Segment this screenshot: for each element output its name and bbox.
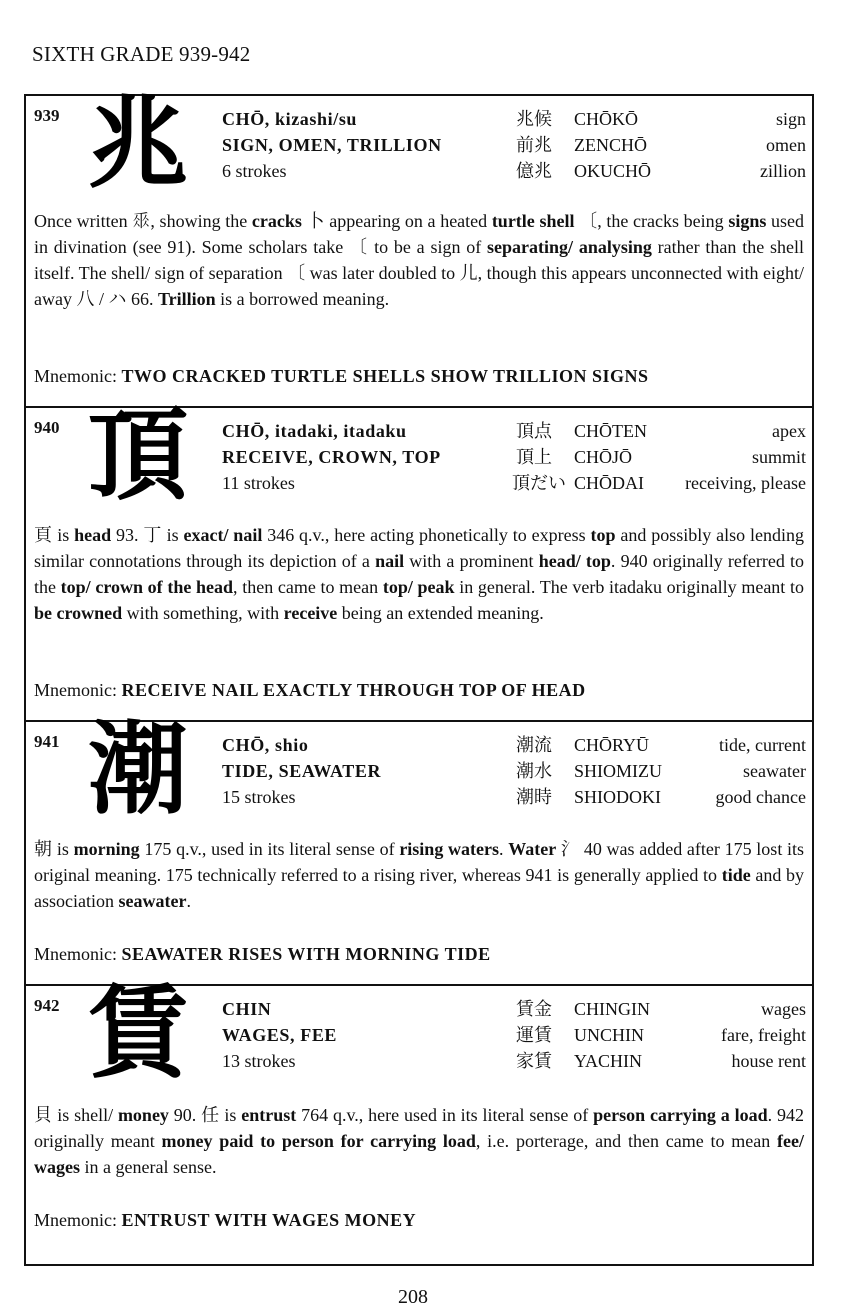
entry-number: 941 bbox=[34, 732, 60, 751]
compound-kanji: 頂上 bbox=[516, 447, 552, 467]
entry-meaning: SIGN, OMEN, TRILLION bbox=[222, 135, 442, 155]
mnemonic-text: ENTRUST WITH WAGES MONEY bbox=[121, 1210, 417, 1230]
entry-number: 939 bbox=[34, 106, 60, 125]
compound-romaji: YACHIN bbox=[574, 1051, 643, 1071]
entry-reading: CHIN bbox=[222, 999, 272, 1019]
compound-list bbox=[512, 418, 806, 496]
compound-kanji: 潮時 bbox=[516, 787, 552, 807]
compound-meaning: seawater bbox=[743, 761, 806, 781]
compound-row bbox=[516, 784, 806, 810]
compound-list bbox=[516, 106, 806, 184]
compound-meaning: omen bbox=[766, 135, 806, 155]
compound-row bbox=[516, 996, 806, 1022]
compound-meaning: wages bbox=[761, 999, 806, 1019]
entry-kanji: 賃 bbox=[88, 975, 188, 1092]
mnemonic-text: TWO CRACKED TURTLE SHELLS SHOW TRILLION SIGNS bbox=[121, 366, 649, 386]
mnemonic-label: Mnemonic: bbox=[34, 680, 117, 700]
compound-romaji: SHIODOKI bbox=[574, 787, 661, 807]
entry-explanation: 貝 is shell/ money 90. 任 is entrust 764 q.v., here used in its literal sense of person carrying a load. 942 originally meant money paid to person for carrying load, i.e. porterage, and then came to mean fee/ wages in a general sense. bbox=[34, 1105, 805, 1177]
compound-kanji: 頂だい bbox=[512, 473, 566, 493]
compound-meaning: summit bbox=[751, 447, 806, 467]
compound-romaji: CHŌKŌ bbox=[574, 109, 639, 129]
mnemonic-text: RECEIVE NAIL EXACTLY THROUGH TOP OF HEAD bbox=[121, 680, 586, 700]
entry-number: 942 bbox=[34, 996, 60, 1015]
entry-reading: CHŌ, shio bbox=[222, 735, 309, 755]
mnemonic-text: SEAWATER RISES WITH MORNING TIDE bbox=[121, 944, 491, 964]
compound-meaning: receiving, please bbox=[685, 473, 806, 493]
entries-frame bbox=[24, 85, 814, 1266]
mnemonic bbox=[34, 680, 586, 701]
entry-explanation: 朝 is morning 175 q.v., used in its literal sense of rising waters. Water 氵 40 was added after 175 lost its original meaning. 175 technically referred to a rising river, whereas 941 is generally applied to tide and by association seawater. bbox=[34, 839, 805, 911]
entry-strokes: 15 strokes bbox=[222, 787, 296, 807]
compound-row bbox=[516, 444, 806, 470]
compound-meaning: fare, freight bbox=[721, 1025, 806, 1045]
page-header: SIXTH GRADE 939-942 bbox=[32, 42, 251, 66]
entry-readings bbox=[222, 418, 441, 496]
compound-row bbox=[516, 1048, 806, 1074]
entry-strokes: 11 strokes bbox=[222, 473, 295, 493]
entry-942 bbox=[26, 975, 812, 1264]
compound-list bbox=[516, 732, 806, 810]
mnemonic bbox=[34, 944, 491, 965]
entry-readings bbox=[222, 996, 337, 1074]
entry-941 bbox=[26, 711, 812, 986]
mnemonic-label: Mnemonic: bbox=[34, 1210, 117, 1230]
compound-kanji: 潮流 bbox=[516, 735, 552, 755]
compound-row bbox=[516, 758, 806, 784]
compound-romaji: CHŌDAI bbox=[574, 473, 644, 493]
compound-row bbox=[516, 1022, 806, 1048]
compound-kanji: 家賃 bbox=[516, 1051, 552, 1071]
compound-romaji: OKUCHŌ bbox=[574, 161, 652, 181]
page-number: 208 bbox=[398, 1286, 428, 1308]
compound-meaning: sign bbox=[775, 109, 806, 129]
mnemonic-label: Mnemonic: bbox=[34, 944, 117, 964]
entry-reading: CHŌ, kizashi/su bbox=[222, 109, 358, 129]
compound-meaning: house rent bbox=[731, 1051, 806, 1071]
compound-romaji: CHŌTEN bbox=[574, 421, 647, 441]
entry-explanation: 頁 is head 93. 丁 is exact/ nail 346 q.v., here acting phonetically to express top and possibly also lending similar connotations through its depiction of a nail with a prominent head/ top. 940 originally referred to the top/ crown of the head, then came to mean top/ peak in general. The verb itadaku originally meant to be crowned with something, with receive being an extended meaning. bbox=[34, 525, 804, 623]
compound-romaji: ZENCHŌ bbox=[574, 135, 647, 155]
compound-kanji: 前兆 bbox=[516, 135, 552, 155]
compound-kanji: 運賃 bbox=[516, 1025, 552, 1045]
entry-939 bbox=[26, 85, 812, 408]
compound-romaji: CHINGIN bbox=[574, 999, 650, 1019]
entry-reading: CHŌ, itadaki, itadaku bbox=[222, 421, 407, 441]
compound-meaning: good chance bbox=[715, 787, 806, 807]
entry-kanji: 潮 bbox=[88, 711, 188, 828]
entry-meaning: RECEIVE, CROWN, TOP bbox=[222, 447, 441, 467]
entry-meaning: WAGES, FEE bbox=[222, 1025, 338, 1045]
compound-row bbox=[512, 470, 806, 496]
mnemonic bbox=[34, 366, 649, 387]
compound-meaning: zillion bbox=[760, 161, 806, 181]
compound-kanji: 兆候 bbox=[516, 109, 552, 129]
mnemonic bbox=[34, 1210, 416, 1231]
compound-meaning: apex bbox=[772, 421, 806, 441]
entry-940 bbox=[26, 397, 812, 722]
mnemonic-label: Mnemonic: bbox=[34, 366, 117, 386]
entry-readings bbox=[222, 106, 442, 184]
entry-kanji: 兆 bbox=[88, 85, 188, 202]
compound-romaji: CHŌJŌ bbox=[574, 447, 633, 467]
compound-list bbox=[516, 996, 806, 1074]
compound-row bbox=[516, 106, 806, 132]
compound-romaji: UNCHIN bbox=[574, 1025, 644, 1045]
compound-row bbox=[516, 132, 806, 158]
entry-explanation: Once written 𠂹, showing the cracks 卜 appearing on a heated turtle shell 〔, the cracks being signs used in divination (see 91). Some scholars take 〔 to be a sign of separating/ analysing rather than the shell itself. The shell/ sign of separation 〔 was later doubled to 儿, though this appears unconnected with eight/ away 八 / ハ 66. Trillion is a borrowed meaning. bbox=[34, 211, 805, 309]
compound-kanji: 賃金 bbox=[516, 999, 552, 1019]
compound-row bbox=[516, 732, 806, 758]
compound-meaning: tide, current bbox=[719, 735, 806, 755]
entry-strokes: 6 strokes bbox=[222, 161, 287, 181]
entry-kanji: 頂 bbox=[88, 397, 188, 514]
entry-number: 940 bbox=[34, 418, 60, 437]
compound-row bbox=[516, 158, 806, 184]
compound-row bbox=[516, 418, 806, 444]
compound-romaji: CHŌRYŪ bbox=[574, 735, 650, 755]
entry-readings bbox=[222, 732, 381, 810]
compound-kanji: 億兆 bbox=[516, 161, 552, 181]
entry-meaning: TIDE, SEAWATER bbox=[222, 761, 382, 781]
entry-strokes: 13 strokes bbox=[222, 1051, 296, 1071]
compound-kanji: 潮水 bbox=[516, 761, 552, 781]
compound-kanji: 頂点 bbox=[516, 421, 552, 441]
compound-romaji: SHIOMIZU bbox=[574, 761, 662, 781]
